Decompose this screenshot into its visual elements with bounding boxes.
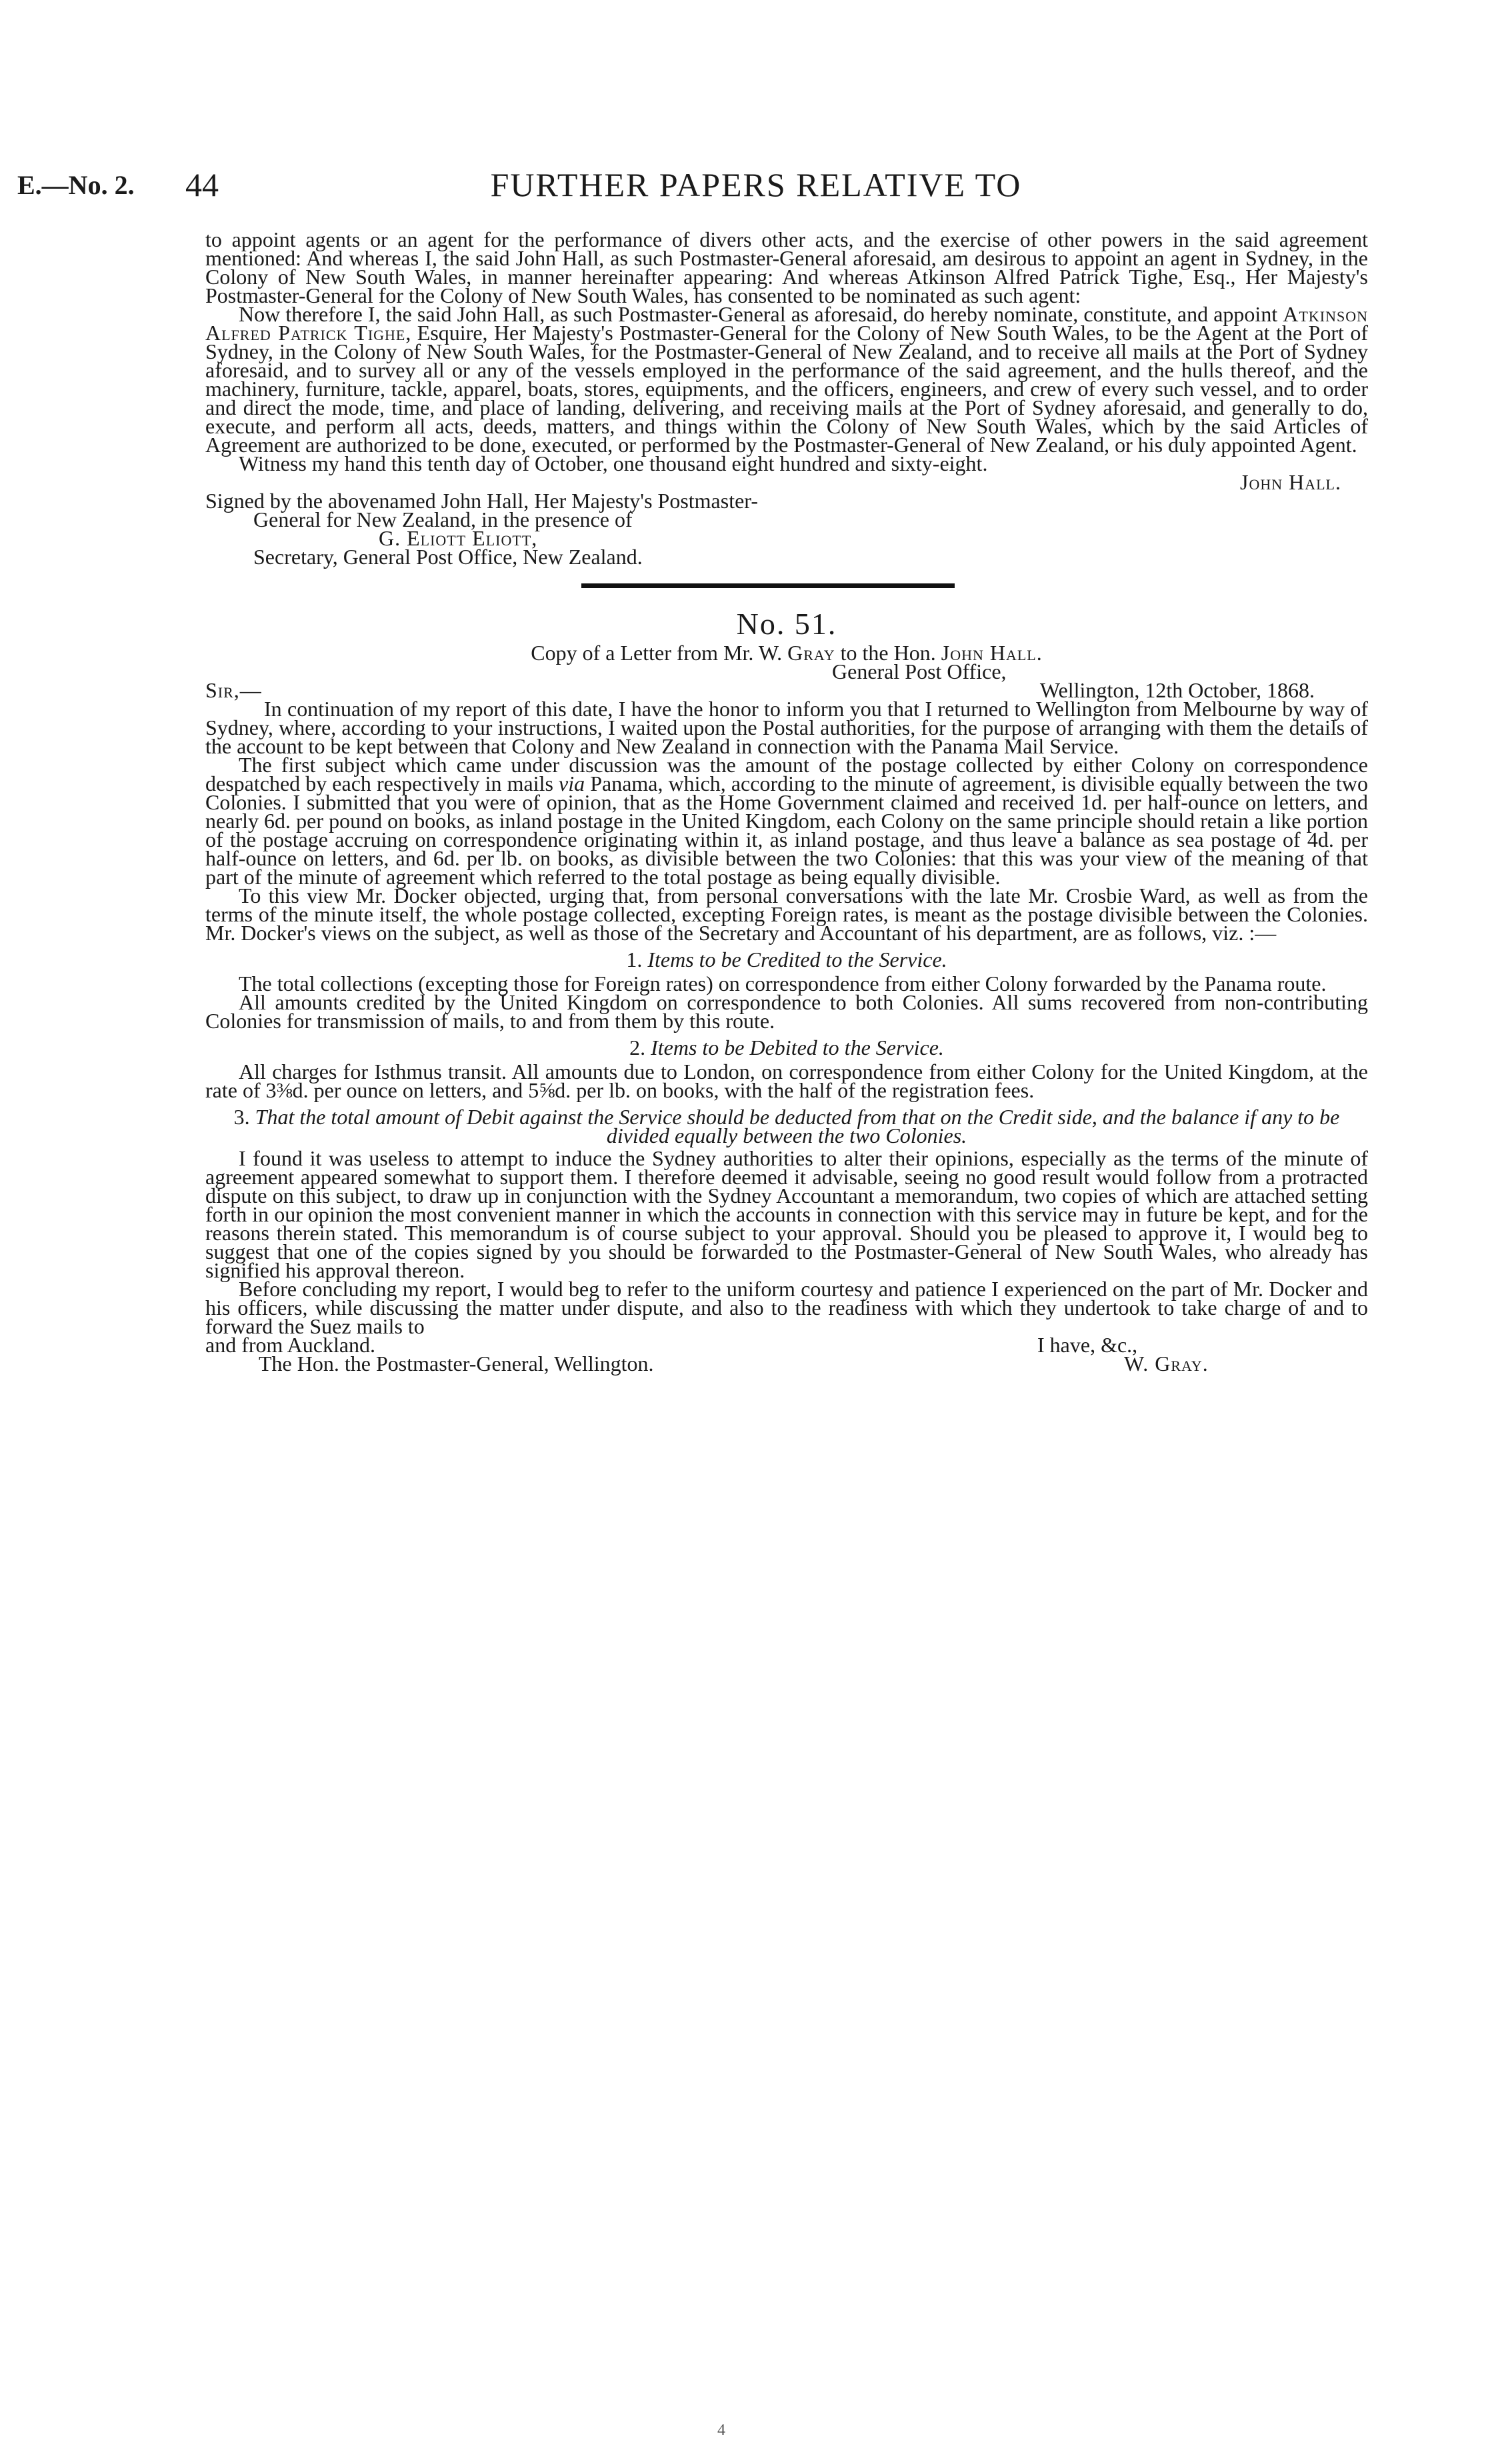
attestation-line-4: Secretary, General Post Office, New Zealand. [253,545,643,569]
letter-title-b: to the Hon. [840,641,936,665]
letter-recipient: John Hall. [941,641,1043,665]
address-line-1: General Post Office, [832,659,1007,683]
letter-paragraph-2a: The first subject which came under discussion was the amount of the postage collected by either Colony on correspondence despatched by each respectively in mails [205,753,1368,795]
signature-john-hall: John Hall. [1240,470,1341,494]
section-3-heading [205,1107,1368,1145]
letter-paragraph-2b: Panama, which, according to the minute of agreement, is divisible equally between the two Colonies. I submitted that you were of opinion, that as the Home Government claimed and received 1d. per half-ounce on letters, and nearly 6d. per pound on books, as inland postage in the United Kingdom, each Colony on the same principle should retain a like portion of the postage accruing on correspondence originating within it, as inland postage, and thus leave a balance as sea postage of 4d. per half-ounce on letters, and 6d. per lb. on books, as divisible between the two Colonies: that this was your view of the meaning of that part of the minute of agreement which referred to the total postage as being equally divisible. [205,771,1369,889]
section-2-title: Items to be Debited to the Service. [651,1035,944,1059]
letter-sender: Gray [787,641,835,665]
letter-title [205,641,1368,665]
addressee: The Hon. the Postmaster-General, Wellington. [259,1352,654,1376]
section-2-heading [205,1035,1368,1059]
section-1-heading [205,947,1368,971]
attestation-line-2: General for New Zealand, in the presence of [253,507,633,531]
letter-paragraph-4: I found it was useless to attempt to induce the Sydney authorities to alter their opinions, especially as the terms of the minute of agreement appeared somewhat to support them. I therefore deemed it advisable, seeing no good result would follow from a protracted dispute on this subject, to draw up in conjunction with the Sydney Accountant a memorandum, two copies of which are attached setting forth in our opinion the most convenient manner in which the accounts in connection with this service may in future be kept, and for the reasons therein stated. This memorandum is of course subject to your approval. Should you be pleased to approve it, I would beg to suggest that one of the copies signed by you should be forwarded to the Postmaster-General of New South Wales, who already has signified his approval thereon. [205,1146,1368,1282]
witness-name: G. Eliott Eliott, [379,526,538,550]
appointment-paragraph [205,302,1369,457]
section-3-title: That the total amount of Debit against the Service should be deducted from that on the Credit side, and the balance if any to be divided equally between the two Colonies. [255,1105,1340,1147]
page-number: 44 [185,166,219,203]
appointment-text-b: , Esquire, Her Majesty's Postmaster-General for the Colony of New South Wales, to be the Agent at the Port of Sydney, in the Colony of New South Wales, for the Postmaster-General of New Zealand, and to receive all mails at the Port of Sydney aforesaid, and to survey all or any of the vessels employed in the performance of the said agreement, and the hulls thereof, and the machinery, furniture, tackle, apparel, boats, stores, equipments, and the officers, engineers, and crew of every such vessel, and to order and direct the mode, time, and place of landing, delivering, and receiving mails at the Port of Sydney aforesaid, and generally to do, execute, and perform all acts, deeds, matters, and things within the Colony of New South Wales, which by the said Articles of Agreement are authorized to be done, executed, or performed by the Postmaster-General of New Zealand, or his duly appointed Agent. [205,321,1369,457]
running-title: FURTHER PAPERS RELATIVE TO [490,166,1022,203]
section-1-paragraph-2: All amounts credited by the United Kingdom on correspondence to both Colonies. All sums recovered from non-contributing Colonies for transmission of mails, to and from them by this route. [205,990,1368,1033]
witness-paragraph: Witness my hand this tenth day of October, one thousand eight hundred and sixty-eight. [239,451,988,475]
letter-paragraph-5: Before concluding my report, I would beg to refer to the uniform courtesy and patience I experienced on the part of Mr. Docker and his officers, while discussing the matter under dispute, and also to the readiness with which they undertook to take charge of and to forward the Suez mails to [205,1277,1368,1338]
section-2-paragraph-1: All charges for Isthmus transit. All amounts due to London, on correspondence from either Colony for the United Kingdom, at the rate of 3⅜d. per ounce on letters, and 5⅝d. per lb. on books, with the half of the registration fees. [205,1059,1368,1102]
divider-rule [581,583,955,588]
section-divider [205,566,1368,605]
letter-title-a: Copy of a Letter from Mr. W. [531,641,783,665]
section-1-number: 1. [626,947,643,971]
attestation-line-1: Signed by the abovenamed John Hall, Her Majesty's Postmaster- [205,489,758,513]
printer-mark: 4 [717,2422,725,2439]
document-reference: E.—No. 2. [17,170,135,200]
letter-paragraph-5-end: and from Auckland. [205,1333,376,1357]
section-2-number: 2. [629,1035,646,1059]
letter-paragraph-1: In continuation of my report of this date, I have the honor to inform you that I returned to Wellington from Melbourne by way of Sydney, where, according to your instructions, I waited upon the Postal authorities, for the purpose of arranging with them the details of the account to be kept between that Colony and New Zealand in connection with the Panama Mail Service. [205,697,1368,758]
body-text [205,227,1369,1376]
letter-paragraph-2 [205,753,1369,889]
appointee-name: Atkinson Alfred Patrick Tighe [205,302,1369,345]
salutation-row [205,678,1368,702]
appointment-text-a: Now therefore I, the said John Hall, as such Postmaster-General as aforesaid, do hereby nominate, constitute, and appoint [239,302,1278,326]
section-1-title: Items to be Credited to the Service. [647,947,947,971]
letter-number: No. 51. [736,607,837,641]
final-row [205,1352,1368,1376]
letter-paragraph-3: To this view Mr. Docker objected, urging that, from personal conversations with the late Mr. Crosbie Ward, as well as from the terms of the minute itself, the whole postage collected, excepting Foreign rates, is meant as the postage divisible between the Colonies. Mr. Docker's views on the subject, as well as those of the Secretary and Accountant of his department, are as follows, viz. :— [205,883,1368,945]
address-line-2: Wellington, 12th October, 1868. [1039,678,1315,702]
page-header [0,165,1512,205]
section-1-paragraph-1: The total collections (excepting those for Foreign rates) on correspondence from either Colony forwarded by the Panama route. [239,971,1327,995]
via-word: via [559,771,585,795]
signature-w-gray: W. Gray. [1124,1352,1209,1376]
opening-paragraph: to appoint agents or an agent for the performance of divers other acts, and the exercise of other powers in the said agreement mentioned: And whereas I, the said John Hall, as such Postmaster-General aforesaid, am desirous to appoint an agent in Sydney, in the Colony of New South Wales, in manner hereinafter appearing: And whereas Atkinson Alfred Patrick Tighe, Esq., Her Majesty's Postmaster-General for the Colony of New South Wales, has consented to be nominated as such agent: [205,227,1368,307]
closing-formula: I have, &c., [1037,1333,1138,1357]
salutation: Sir,— [205,678,262,702]
section-3-number: 3. [233,1105,250,1129]
